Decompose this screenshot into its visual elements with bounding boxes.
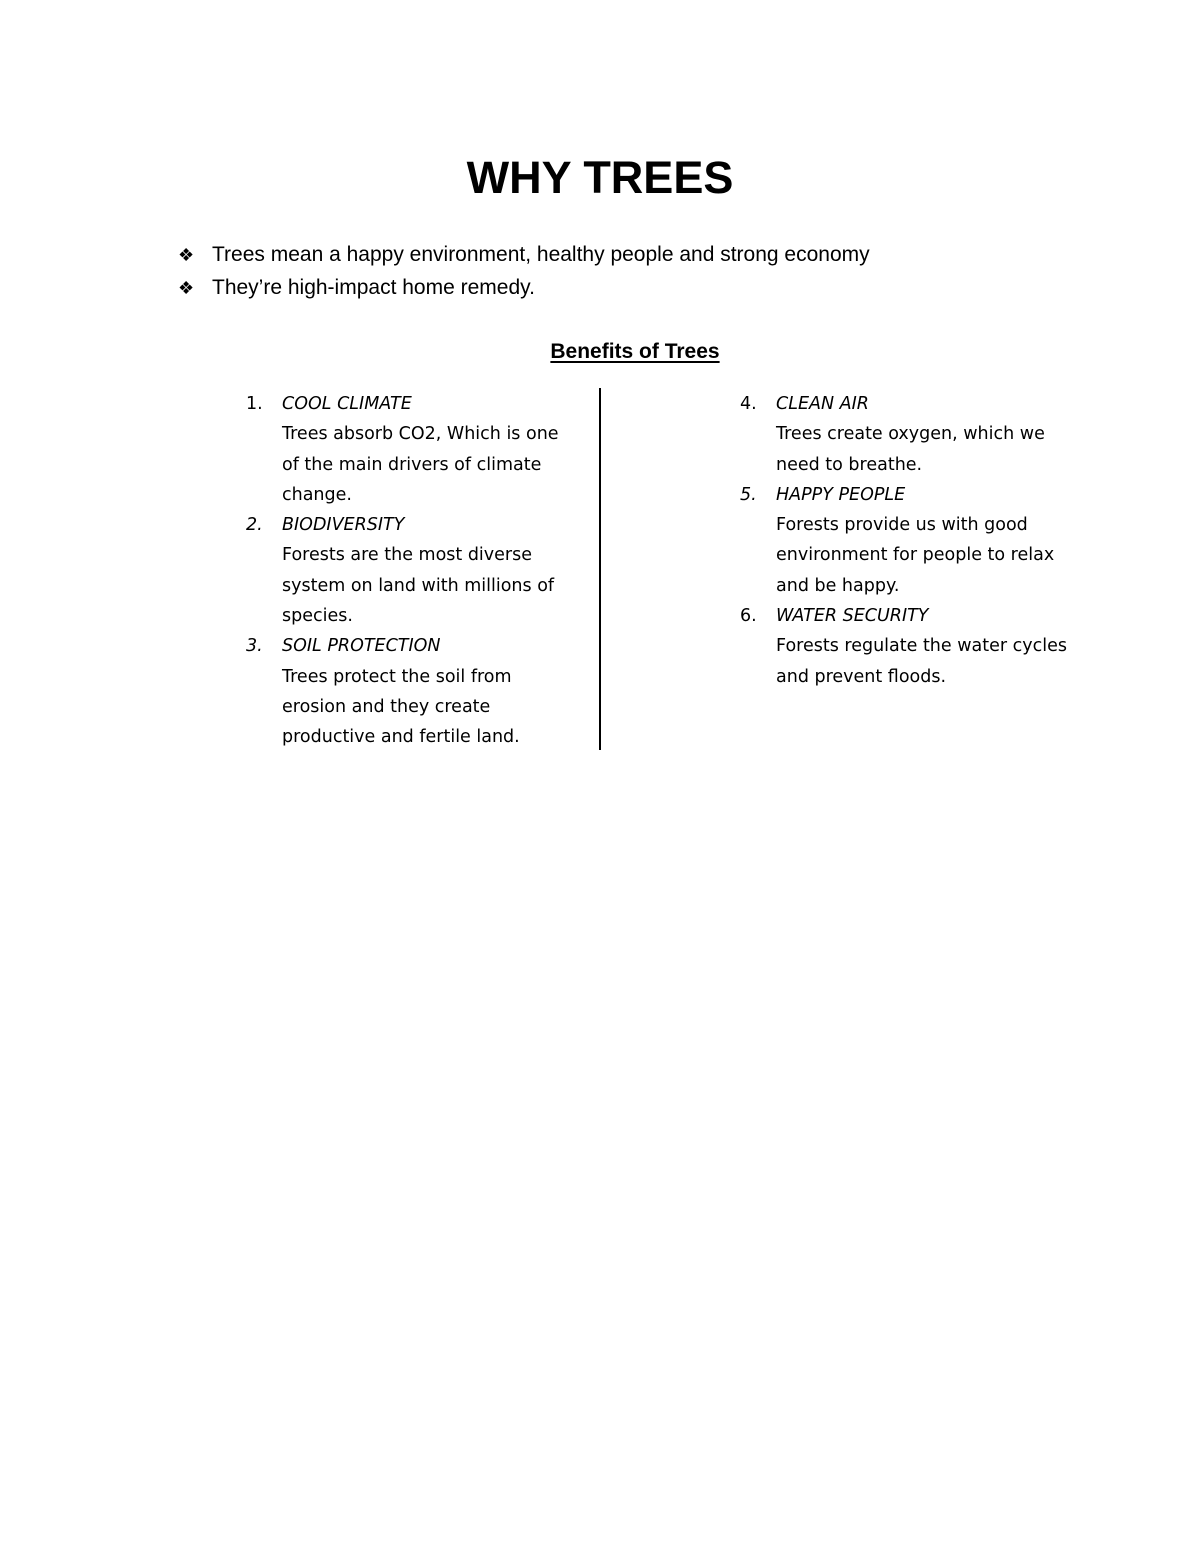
benefit-description: Trees create oxygen, which we need to breathe. <box>776 424 1045 475</box>
benefit-description: Forests are the most diverse system on land with millions of species. <box>282 545 555 627</box>
benefits-heading: Benefits of Trees <box>550 340 720 363</box>
benefit-description: Forests provide us with good environment for people to relax and be happy. <box>776 515 1055 596</box>
column-divider <box>599 388 601 750</box>
benefit-number: 5. <box>740 484 757 505</box>
benefit-title: HAPPY PEOPLE <box>776 484 906 505</box>
benefit-description: Trees protect the soil from erosion and they create productive and fertile land. <box>282 666 520 748</box>
benefit-number: 6. <box>740 606 757 627</box>
benefit-title: BIODIVERSITY <box>282 515 405 536</box>
intro-bullet-item <box>178 271 870 304</box>
benefit-number: 2. <box>246 515 263 536</box>
benefit-number: 1. <box>246 394 263 414</box>
page-title: WHY TREES <box>466 152 734 203</box>
benefit-description: Trees absorb CO2, Which is one of the main drivers of climate change. <box>282 424 559 505</box>
benefits-list-left <box>240 389 560 753</box>
benefit-item <box>734 601 1074 692</box>
intro-bullet-text: Trees mean a happy environment, healthy people and strong economy <box>212 242 870 266</box>
benefit-number: 4. <box>740 394 757 414</box>
benefit-item <box>240 510 560 631</box>
benefit-item <box>734 389 1074 480</box>
diamond-bullet-icon: ❖ <box>178 244 195 265</box>
intro-bullet-item <box>178 238 870 271</box>
benefit-description: Forests regulate the water cycles and prevent floods. <box>776 636 1067 687</box>
benefit-number: 3. <box>246 636 263 657</box>
benefit-title: SOIL PROTECTION <box>282 636 441 657</box>
benefit-title: COOL CLIMATE <box>282 394 412 414</box>
benefit-title: WATER SECURITY <box>776 606 929 627</box>
benefit-title: CLEAN AIR <box>776 394 869 414</box>
benefit-item <box>734 480 1074 601</box>
benefit-item <box>240 389 560 510</box>
intro-bullet-list <box>178 238 870 304</box>
benefit-item <box>240 631 560 752</box>
diamond-bullet-icon: ❖ <box>178 277 195 298</box>
benefits-list-right <box>734 389 1074 692</box>
intro-bullet-text: They’re high-impact home remedy. <box>212 275 535 299</box>
